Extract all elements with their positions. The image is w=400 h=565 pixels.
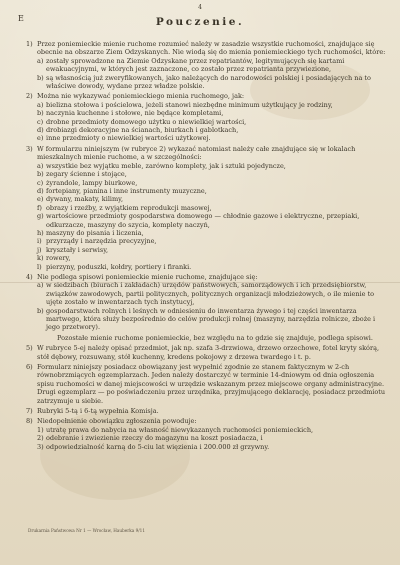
page-number: 4 bbox=[198, 4, 202, 11]
section-text: Przez poniemieckie mienie ruchome rozumieć należy w zasadzie wszystkie ruchomości, znajdujące się obecnie na obszarze Ziem Odzyskanych. Nie wiodą się do mienia poniemieckiego tych ruchomości, które: bbox=[37, 40, 386, 57]
section-body bbox=[37, 273, 388, 342]
list-item-label: i) bbox=[37, 237, 42, 246]
section-text: W rubryce 5-ej należy opisać przedmiot, jak np. szafa 3-drzwiowa, drzewo orzechowe, fotel kryty skórą, stół dębowy, rozsuwany, stół kuchenny, kredens pokojowy z drzewa twardego i t. p. bbox=[37, 344, 380, 361]
list-item bbox=[37, 126, 388, 134]
section-body bbox=[37, 92, 388, 142]
list-item bbox=[37, 170, 388, 178]
list-item-label: 3) bbox=[37, 442, 44, 451]
list-item bbox=[37, 179, 388, 187]
instruction-section bbox=[26, 92, 388, 142]
section-number: 5) bbox=[26, 344, 33, 353]
list-item-label: b) bbox=[37, 306, 44, 315]
list-item-label: a) bbox=[37, 56, 44, 65]
list-item-text: drobne przedmioty domowego użytku o niewielkiej wartości, bbox=[46, 117, 247, 126]
list-item-text: obrazy i rzeźby, z wyjątkiem reprodukcji masowej, bbox=[46, 203, 212, 212]
section-number: 4) bbox=[26, 272, 33, 281]
list-item bbox=[37, 57, 388, 74]
list-item bbox=[37, 74, 388, 91]
list-item bbox=[37, 426, 388, 434]
list-item-text: rowery, bbox=[46, 254, 71, 263]
list-item-text: wszystkie bez wyjątku meble, zarówno komplety, jak i sztuki pojedyncze, bbox=[46, 161, 286, 170]
list-item bbox=[37, 246, 388, 254]
list-item bbox=[37, 254, 388, 262]
list-item-label: e) bbox=[37, 134, 44, 143]
instruction-section bbox=[26, 417, 388, 451]
instruction-section bbox=[26, 145, 388, 271]
list-item-label: j) bbox=[37, 245, 42, 254]
list-item-text: utratę prawa do nabycia na własność niewykazanych ruchomości poniemieckich, bbox=[46, 425, 314, 434]
section-body bbox=[37, 363, 388, 405]
list-item bbox=[37, 281, 388, 306]
section-text: Nie podlega spisowi poniemieckie mienie ruchome, znajdujące się: bbox=[37, 272, 258, 281]
corner-letter: E bbox=[18, 14, 24, 23]
list-item bbox=[37, 162, 388, 170]
list-item bbox=[37, 109, 388, 117]
printer-footer: Drukarnia Państwowa Nr 1 — Wrocław, Hauberka 9/11 bbox=[28, 528, 146, 533]
section-text: Można nie wykazywać poniemieckiego mienia ruchomego, jak: bbox=[37, 92, 245, 101]
list-item bbox=[37, 434, 388, 442]
list-item bbox=[37, 237, 388, 245]
list-item-text: maszyny do pisania i liczenia, bbox=[46, 228, 144, 237]
list-item-label: a) bbox=[37, 100, 44, 109]
list-item-text: kryształy i serwisy, bbox=[46, 245, 109, 254]
instruction-section bbox=[26, 344, 388, 361]
section-number: 8) bbox=[26, 417, 33, 426]
instructions-body bbox=[26, 38, 388, 451]
list-item-label: l) bbox=[37, 262, 42, 271]
list-item-label: b) bbox=[37, 109, 44, 118]
list-item bbox=[37, 263, 388, 271]
instruction-section bbox=[26, 273, 388, 342]
section-number: 7) bbox=[26, 407, 33, 416]
list-item-text: dywany, makaty, kilimy, bbox=[46, 195, 124, 204]
list-item-text: inne przedmioty o niewielkiej wartości użytkowej. bbox=[46, 134, 211, 143]
list-item-text: bielizna stołowa i pościelowa, jeżeli stanowi niezbędne minimum użytkujący je rodziny, bbox=[46, 100, 333, 109]
list-item-text: pierzyny, poduszki, kołdry, portiery i firanki. bbox=[46, 262, 192, 271]
page-title: Pouczenie. bbox=[155, 16, 245, 28]
section-body bbox=[37, 417, 388, 451]
list-item-label: e) bbox=[37, 195, 44, 204]
list-item-label: d) bbox=[37, 126, 44, 135]
instruction-section bbox=[26, 407, 388, 415]
list-item-label: f) bbox=[37, 203, 42, 212]
list-item bbox=[37, 134, 388, 142]
list-item-label: c) bbox=[37, 178, 44, 187]
list-item-text: odpowiedzialność karną do 5-ciu lat więzienia i 200.000 zł grzywny. bbox=[46, 442, 270, 451]
list-item-text: są własnością już zweryfikowanych, jako należących do narodowości polskiej i posiadających na to właściwe dowody, wydane przez władze polskie. bbox=[46, 73, 371, 91]
list-item-label: 1) bbox=[37, 425, 44, 434]
list-item bbox=[37, 118, 388, 126]
list-item-label: d) bbox=[37, 186, 44, 195]
section-body bbox=[37, 145, 388, 271]
list-item-text: odebranie i zwiezienie rzeczy do magazynu na koszt posiadacza, i bbox=[46, 434, 263, 443]
list-item bbox=[37, 204, 388, 212]
section-text: W formularzu niniejszym (w rubryce 2) wykazać natomiast należy całe znajdujące się w lokalach mieszkalnych mienie ruchome, a w szczególności: bbox=[37, 144, 356, 162]
list-item-label: a) bbox=[37, 161, 44, 170]
list-item-text: żyrandole, lampy biurkowe, bbox=[46, 178, 138, 187]
instruction-section bbox=[26, 363, 388, 405]
list-item-label: a) bbox=[37, 281, 44, 290]
section-text: Rubryki 5-tą i 6-tą wypełnia Komisja. bbox=[37, 407, 159, 416]
list-item-text: fortepiany, pianina i inne instrumenty muzyczne, bbox=[46, 186, 207, 195]
list-item-label: c) bbox=[37, 117, 44, 126]
section-note: Pozostałe mienie ruchome poniemieckie, bez względu na to gdzie się znajduje, podlega spisowi. bbox=[57, 333, 373, 342]
section-body bbox=[37, 40, 388, 90]
section-number: 1) bbox=[26, 40, 33, 48]
section-number: 6) bbox=[26, 363, 33, 372]
list-item-text: zostały sprowadzone na Ziemie Odzyskane przez repatriantów, legitymujących się kartami ewakuacyjnymi, w których jest zaznaczone, co zostało przez repatrianta przywiezione, bbox=[46, 56, 345, 74]
list-item bbox=[37, 195, 388, 203]
list-item bbox=[37, 443, 388, 451]
list-item-label: h) bbox=[37, 228, 44, 237]
section-body bbox=[37, 344, 388, 361]
list-item-text: naczynia kuchenne i stołowe, nie będące kompletami, bbox=[46, 109, 224, 118]
list-item-text: w siedzibach (biurach i zakładach) urzędów państwowych, samorządowych i ich przedsiębiorstw, związków zawodowych, partii politycznych, politycznych organizacji młodzieżowych, o ile mienie to ujęte zostało w inwentarzach tych instytucyj, bbox=[46, 281, 375, 307]
list-item-label: 2) bbox=[37, 434, 44, 443]
list-item-label: b) bbox=[37, 73, 44, 82]
list-item bbox=[37, 187, 388, 195]
section-body bbox=[37, 407, 388, 415]
list-item bbox=[37, 307, 388, 332]
list-item-label: g) bbox=[37, 212, 44, 221]
list-item-text: drobiazgi dekoracyjne na ścianach, biurkach i gablotkach, bbox=[46, 126, 239, 135]
section-number: 2) bbox=[26, 92, 33, 101]
section-number: 3) bbox=[26, 144, 33, 153]
section-text: Formularz niniejszy posiadacz obowiązany jest wypełnić zgodnie ze stanem faktycznym w 2-ch równobrzmiących egzemplarzach. Jeden należy dostarczyć w terminie 14-dniowym od dnia ogłoszenia spisu ruchomości w danej miejscowości w urzędzie wskazanym przez miejscowe organy administracyjne. Drugi egzemplarz — po poświadczeniu przez urzędnika, przyjmującego deklarację, posiadacz przedmiotu zatrzymuje u siebie. bbox=[37, 363, 386, 405]
list-item bbox=[37, 212, 388, 229]
section-text: Niedopełnienie obowiązku zgłoszenia powoduje: bbox=[37, 417, 197, 426]
list-item-text: wartościowe przedmioty gospodarstwa domowego — chłodnie gazowe i elektryczne, przepiaki, odkurzacze, maszyny do szycia, komplety naczyń, bbox=[46, 212, 360, 229]
list-item-text: przyrządy i narzędzia precyzyjne, bbox=[46, 237, 157, 246]
list-item bbox=[37, 229, 388, 237]
list-item-text: zegary ścienne i stojące, bbox=[46, 170, 127, 179]
list-item-label: b) bbox=[37, 170, 44, 179]
list-item bbox=[37, 101, 388, 109]
list-item-text: gospodarstwach rolnych i leśnych w odniesieniu do inwentarza żywego i tej części inwentarza martwego, która służy bezpośrednio do celów produkcji rolnej (maszyny, narzędzia rolnicze, zboże i jego przetwory). bbox=[46, 306, 376, 332]
instruction-section bbox=[26, 40, 388, 90]
list-item-label: k) bbox=[37, 254, 44, 263]
